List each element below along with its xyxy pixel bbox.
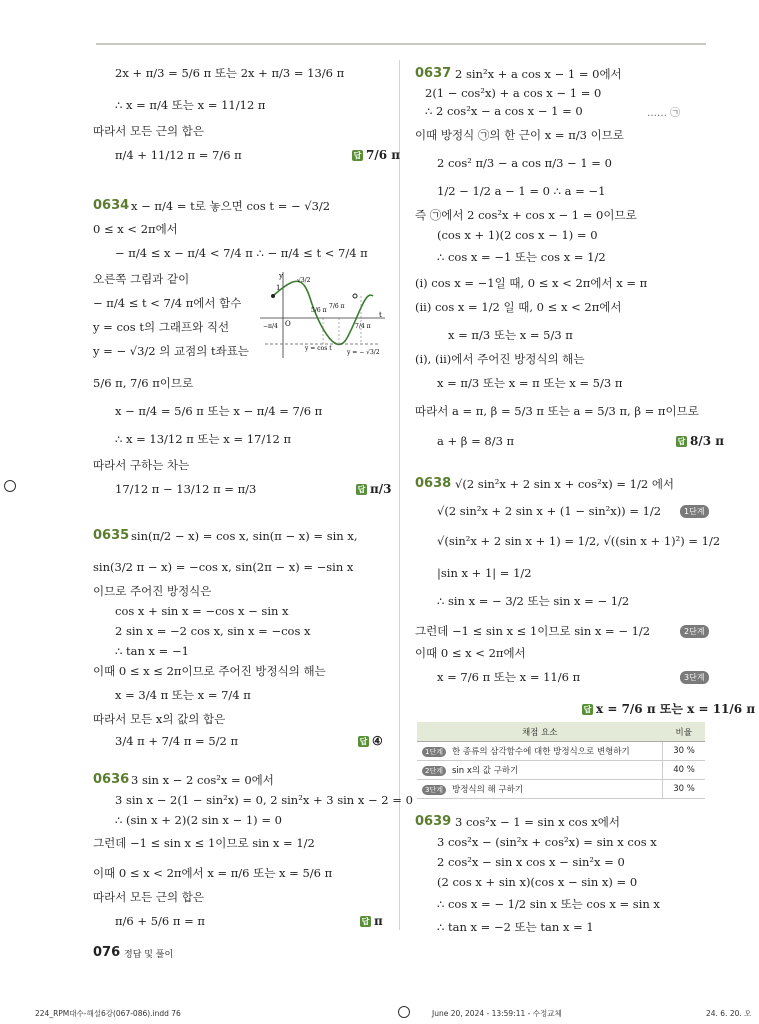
- text-line: (cos x + 1)(2 cos x − 1) = 0: [437, 228, 598, 242]
- table-cell: 방정식의 해 구하기: [451, 785, 524, 795]
- tick-neg-quarter: −π/4: [263, 323, 278, 330]
- table-row: [417, 761, 705, 780]
- table-cell: 한 종류의 삼각함수에 대한 방정식으로 변형하기: [451, 747, 630, 757]
- text-line: 이때 0 ≤ x < 2π에서: [415, 646, 526, 660]
- table-cell: sin x의 값 구하기: [451, 766, 519, 776]
- table-cell: 30 %: [663, 742, 706, 761]
- text-line: ∴ x = 13/12 π 또는 x = 17/12 π: [115, 432, 292, 446]
- problem-statement: 3 sin x − 2 cos²x = 0에서: [131, 773, 274, 787]
- text-line: ∴ (sin x + 2)(2 sin x − 1) = 0: [115, 813, 282, 827]
- text-line: 1/2 − 1/2 a − 1 = 0 ∴ a = −1: [437, 184, 606, 198]
- text-line: 따라서 a = π, β = 5/3 π 또는 a = 5/3 π, β = π이므로: [415, 404, 699, 418]
- line-label: y = − √3/2: [347, 349, 380, 356]
- print-date: 24. 6. 20. 오: [706, 1009, 752, 1018]
- text-line: y = − √3/2 의 교점의 t좌표는: [93, 344, 249, 358]
- step-badge: 1단계: [680, 505, 709, 518]
- text-line: π/6 + 5/6 π = π: [115, 914, 205, 928]
- text-line: π/4 + 11/12 π = 7/6 π: [115, 148, 242, 162]
- page-number: 076: [93, 945, 121, 960]
- table-cell: 40 %: [663, 761, 706, 780]
- text-line: √(2 sin²x + 2 sin x + (1 − sin²x)) = 1/2: [437, 504, 662, 518]
- text-line: 2 cos²x − sin x cos x − sin²x = 0: [437, 855, 625, 869]
- tick-seven-sixth: 7/6 π: [329, 303, 345, 310]
- text-line: ∴ tan x = −2 또는 tan x = 1: [437, 920, 594, 934]
- text-line: (i) cos x = −1일 때, 0 ≤ x < 2π에서 x = π: [415, 276, 648, 290]
- step-badge: 2단계: [422, 766, 446, 776]
- table-row: [417, 780, 705, 799]
- text-line: 따라서 구하는 차는: [93, 458, 190, 472]
- step-badge: 3단계: [422, 785, 446, 795]
- answer-mark-icon: 답: [361, 917, 370, 926]
- equation-mark: …… ㉠: [647, 108, 681, 119]
- text-line: √(sin²x + 2 sin x + 1) = 1/2, √((sin x + 1)²) = 1/2: [437, 534, 721, 548]
- problem-number: 0639: [415, 814, 452, 829]
- tick-one: 1: [276, 284, 281, 292]
- text-line: 2x + π/3 = 5/6 π 또는 2x + π/3 = 13/6 π: [115, 66, 345, 80]
- answer-0636: 답 π: [361, 914, 383, 928]
- step-badge: 2단계: [680, 625, 709, 638]
- answer-mark-icon: 답: [677, 437, 686, 446]
- text-line: x = π/3 또는 x = π 또는 x = 5/3 π: [437, 376, 623, 390]
- problem-number: 0635: [93, 528, 130, 543]
- print-stamp: June 20, 2024 - 13:59:11 - 수정교체: [432, 1009, 562, 1018]
- text-line: x = 3/4 π 또는 x = 7/4 π: [115, 688, 251, 702]
- problem-statement: 2 sin²x + a cos x − 1 = 0에서: [455, 67, 622, 81]
- answer-mark-icon: 답: [357, 485, 366, 494]
- text-line: 0 ≤ x < 2π에서: [93, 222, 178, 236]
- text-line: y = cos t의 그래프와 직선: [93, 320, 230, 334]
- text-line: cos x + sin x = −cos x − sin x: [115, 604, 289, 618]
- text-line: ∴ cos x = − 1/2 sin x 또는 cos x = sin x: [437, 897, 660, 911]
- top-rule: [96, 43, 706, 45]
- text-line: ∴ x = π/4 또는 x = 11/12 π: [115, 98, 266, 112]
- text-line: 2 cos² π/3 − a cos π/3 − 1 = 0: [437, 156, 612, 170]
- text-line: (ii) cos x = 1/2 일 때, 0 ≤ x < 2π에서: [415, 300, 622, 314]
- text-line: (i), (ii)에서 주어진 방정식의 해는: [415, 352, 585, 366]
- text-line: 2 sin x = −2 cos x, sin x = −cos x: [115, 624, 311, 638]
- answer-0635: 답 ④: [359, 734, 383, 748]
- tick-seven-fourth: 7/4 π: [355, 323, 371, 330]
- problem-number: 0637: [415, 66, 452, 81]
- cos-graph: [255, 268, 390, 363]
- text-line: ∴ 2 cos²x − a cos x − 1 = 0: [425, 104, 583, 118]
- text-line: 그런데 −1 ≤ sin x ≤ 1이므로 sin x = − 1/2: [415, 624, 651, 638]
- text-line: 이므로 주어진 방정식은: [93, 584, 212, 598]
- text-line: 이때 0 ≤ x ≤ 2π이므로 주어진 방정식의 해는: [93, 664, 326, 678]
- problem-number: 0636: [93, 772, 130, 787]
- answer-0634: 답 π/3: [357, 482, 392, 496]
- text-line: 따라서 모든 x의 값의 합은: [93, 712, 226, 726]
- text-line: ∴ cos x = −1 또는 cos x = 1/2: [437, 250, 606, 264]
- scoring-table: [417, 722, 705, 799]
- table-cell: 30 %: [663, 780, 706, 799]
- text-line: 따라서 모든 근의 합은: [93, 124, 204, 138]
- text-line: 이때 0 ≤ x < 2π에서 x = π/6 또는 x = 5/6 π: [93, 866, 333, 880]
- text-line: 3/4 π + 7/4 π = 5/2 π: [115, 734, 239, 748]
- text-line: 3 cos²x − (sin²x + cos²x) = sin x cos x: [437, 835, 657, 849]
- tick-five-sixth: 5/6 π: [311, 307, 327, 314]
- text-line: x = π/3 또는 x = 5/3 π: [448, 328, 573, 342]
- text-line: x − π/4 = 5/6 π 또는 x − π/4 = 7/6 π: [115, 404, 323, 418]
- axis-x-label: t: [379, 311, 382, 319]
- text-line: 17/12 π − 13/12 π = π/3: [115, 482, 257, 496]
- answer-mark-icon: 답: [359, 737, 368, 746]
- text-line: 따라서 모든 근의 합은: [93, 890, 204, 904]
- answer-mark-icon: 답: [583, 705, 592, 714]
- step-badge: 1단계: [422, 747, 446, 757]
- page-footer-label: 정답 및 풀이: [124, 950, 174, 960]
- problem-statement: sin(π/2 − x) = cos x, sin(π − x) = sin x,: [131, 529, 358, 543]
- registration-mark-icon: [4, 480, 16, 492]
- table-header: 비율: [663, 722, 706, 742]
- text-line: sin(3/2 π − x) = −cos x, sin(2π − x) = −sin x: [93, 560, 354, 574]
- text-line: 5/6 π, 7/6 π이므로: [93, 376, 194, 390]
- file-slug: 224_RPM대수-해설6강(067-086).indd 76: [35, 1009, 181, 1018]
- answer-mark-icon: 답: [353, 151, 362, 160]
- table-header: 채점 요소: [417, 722, 663, 742]
- text-line: |sin x + 1| = 1/2: [437, 566, 532, 580]
- text-line: 3 sin x − 2(1 − sin²x) = 0, 2 sin²x + 3 sin x − 2 = 0: [115, 793, 413, 807]
- text-line: 오른쪽 그림과 같이: [93, 272, 190, 286]
- answer-0638: 답 x = 7/6 π 또는 x = 11/6 π: [583, 702, 756, 716]
- problem-statement: x − π/4 = t로 놓으면 cos t = − √3/2: [131, 199, 331, 213]
- text-line: (2 cos x + sin x)(cos x − sin x) = 0: [437, 875, 638, 889]
- answer-0633: 답 7/6 π: [353, 148, 401, 162]
- table-row: [417, 742, 705, 761]
- answer-0637: 답 8/3 π: [677, 434, 725, 448]
- problem-number: 0638: [415, 476, 452, 491]
- text-line: − π/4 ≤ x − π/4 < 7/4 π ∴ − π/4 ≤ t < 7/4 π: [115, 246, 368, 260]
- text-line: 그런데 −1 ≤ sin x ≤ 1이므로 sin x = 1/2: [93, 836, 315, 850]
- text-line: ∴ sin x = − 3/2 또는 sin x = − 1/2: [437, 594, 630, 608]
- axis-y-label: y: [279, 272, 283, 280]
- text-line: a + β = 8/3 π: [437, 434, 515, 448]
- tick-sqrt-top: √3/2: [297, 277, 311, 284]
- text-line: 2(1 − cos²x) + a cos x − 1 = 0: [425, 86, 602, 100]
- problem-statement: √(2 sin²x + 2 sin x + cos²x) = 1/2 에서: [455, 477, 675, 491]
- text-line: − π/4 ≤ t < 7/4 π에서 함수: [93, 296, 242, 310]
- problem-number: 0634: [93, 198, 130, 213]
- curve-label: y = cos t: [305, 345, 332, 352]
- text-line: 이때 방정식 ㉠의 한 근이 x = π/3 이므로: [415, 128, 624, 142]
- step-badge: 3단계: [680, 671, 709, 684]
- text-line: ∴ tan x = −1: [115, 644, 189, 658]
- registration-mark-icon: [398, 1006, 410, 1018]
- origin-label: O: [285, 320, 291, 328]
- text-line: 즉 ㉠에서 2 cos²x + cos x − 1 = 0이므로: [415, 208, 637, 222]
- problem-statement: 3 cos²x − 1 = sin x cos x에서: [455, 815, 620, 829]
- text-line: x = 7/6 π 또는 x = 11/6 π: [437, 670, 581, 684]
